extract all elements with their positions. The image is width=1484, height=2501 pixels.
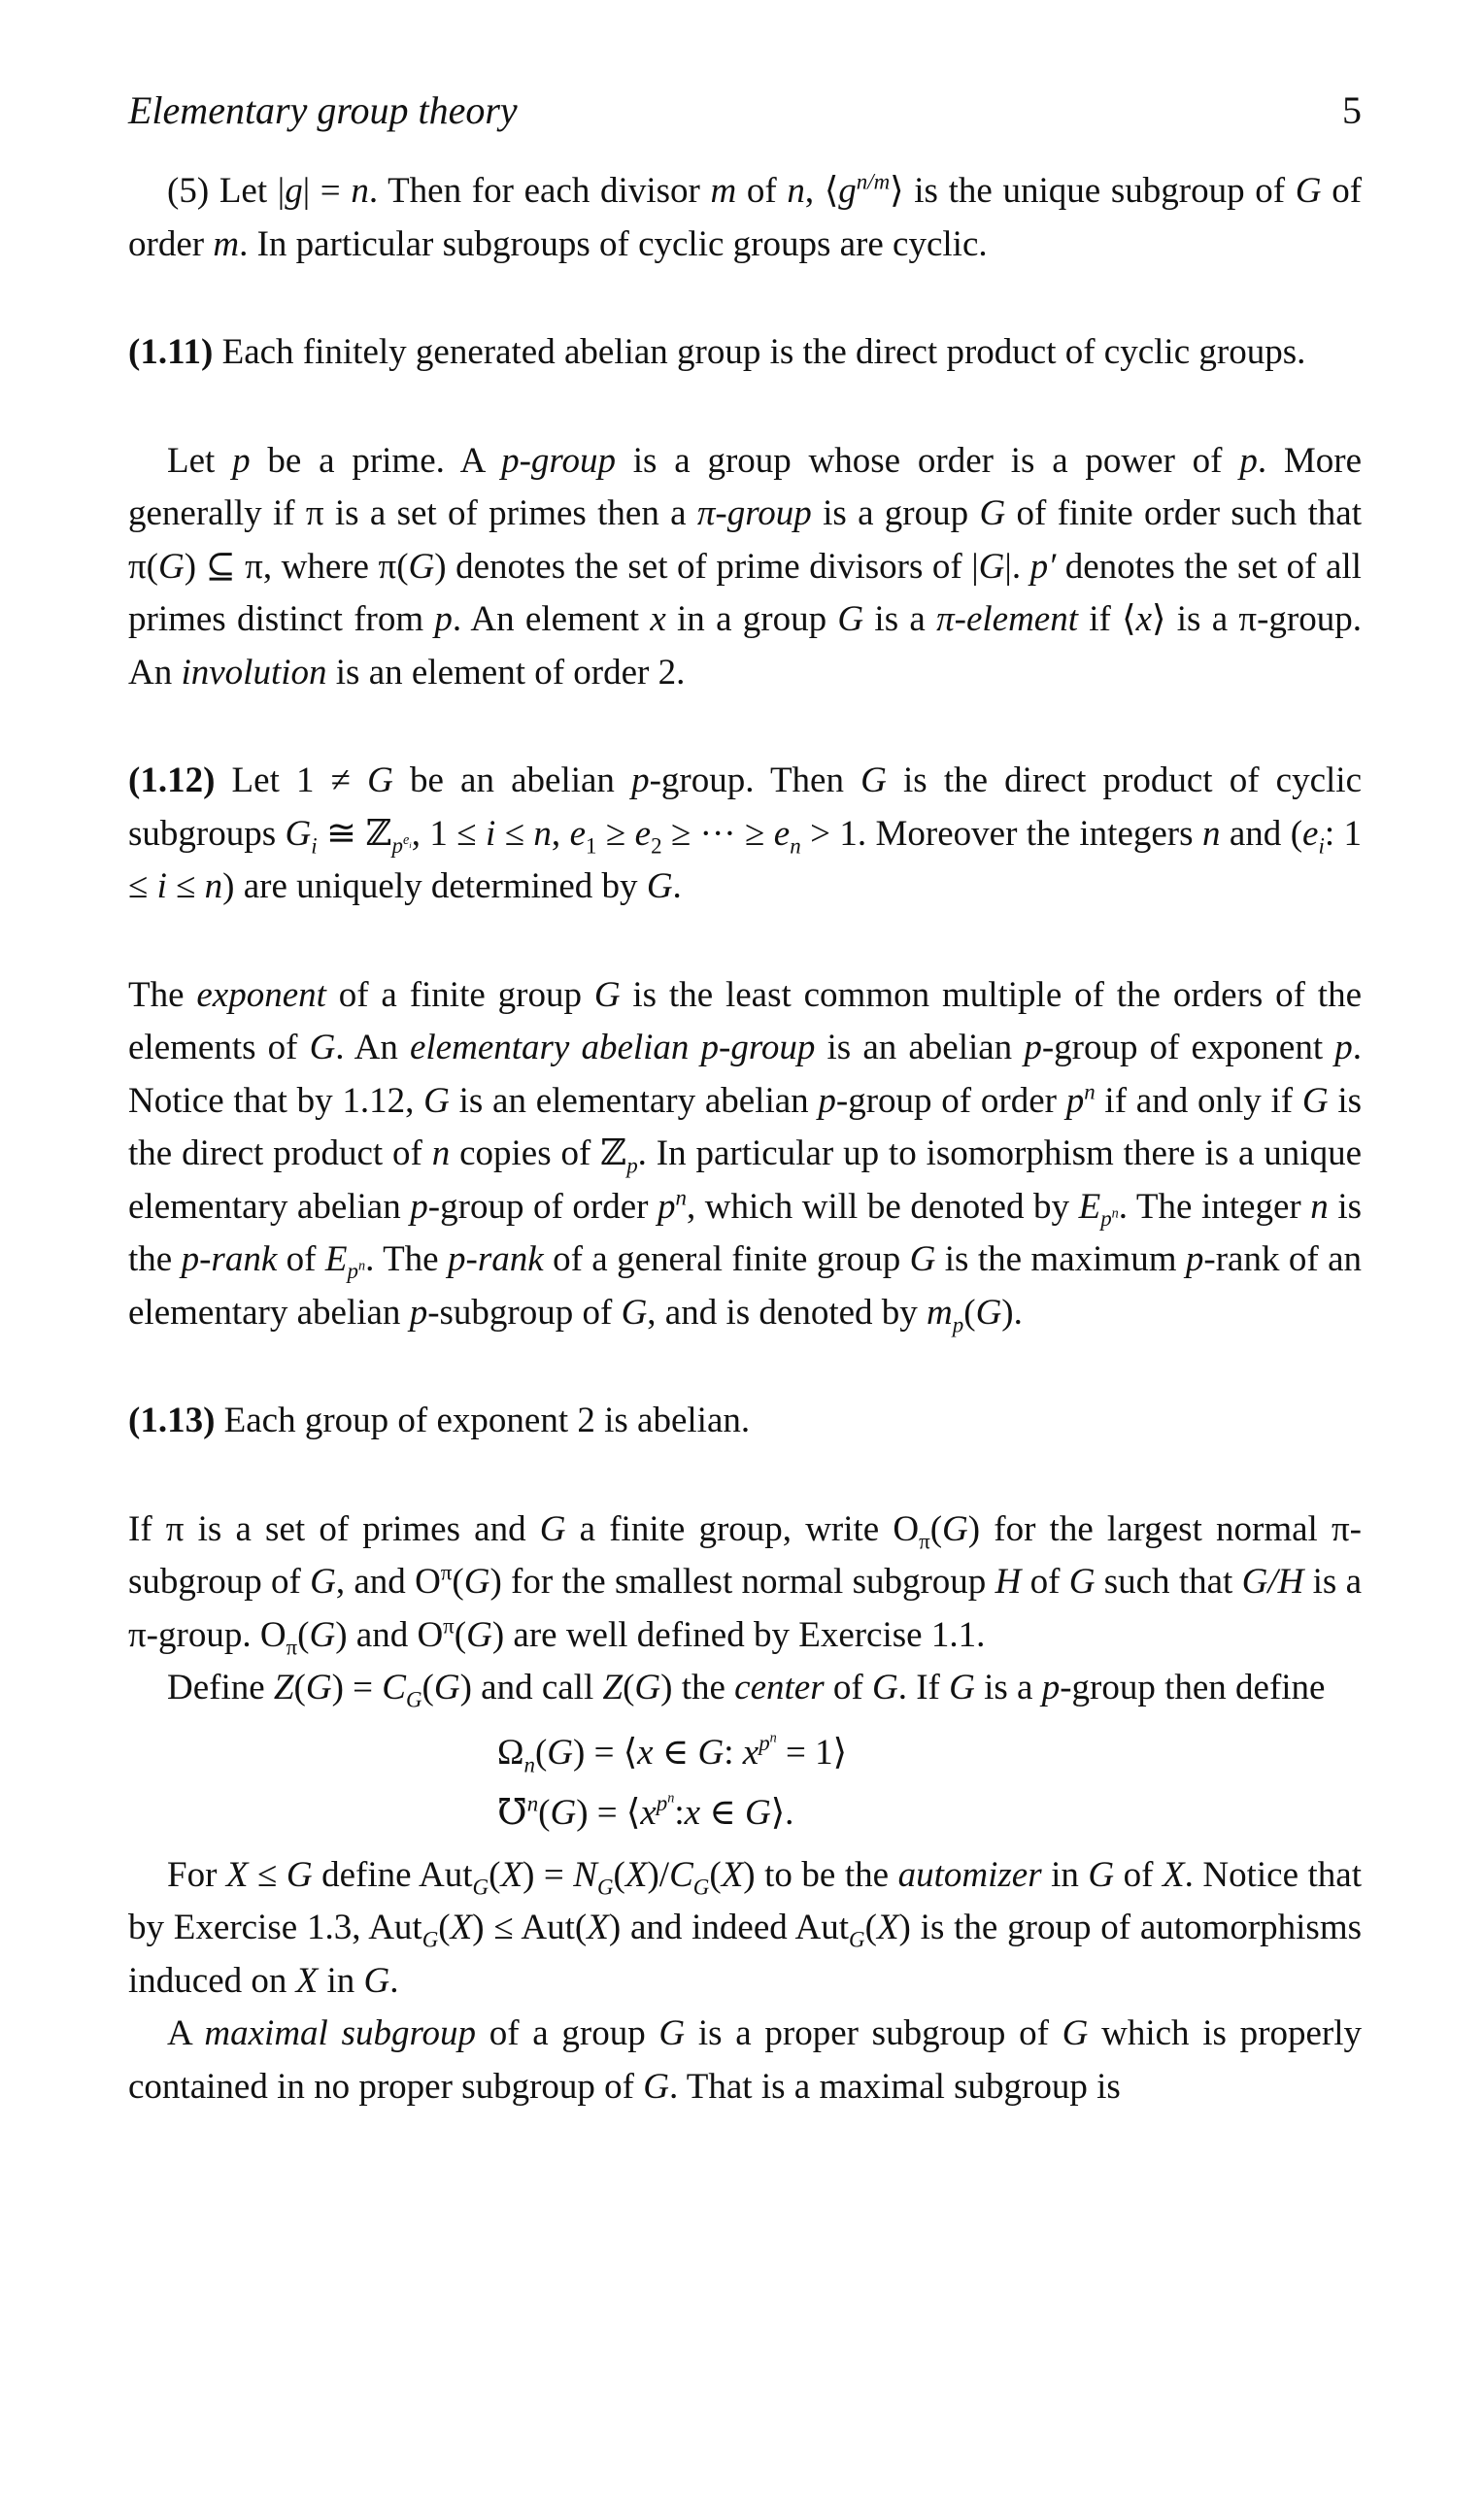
item-5-paragraph: (5) Let |g| = n. Then for each divisor m of n, $⟨g^{n/m}⟩$ is the unique subgroup of G of order m. In particular subgroups of cyclic groups are cyclic. bbox=[128, 169, 1363, 264]
theorem-1-13: (1.13) Each group of exponent 2 is abelian. bbox=[128, 1401, 751, 1440]
theorem-1-12: (1.12) Let 1 ≠ G be an abelian p-group. Then G is the direct product of cyclic subgroups $G_i$ ≅ ℤ$_{p^{e_i}}$, 1 ≤ i ≤ n, $e_1 \ge e_2$ ≥ ··· ≥ $e_n > 1$. Moreover the integers n and ($e_i$: 1 ≤ i ≤ n) are uniquely determined by G. bbox=[128, 760, 1363, 906]
exponent-definition-paragraph: The exponent of a finite group G is the least common multiple of the orders of the elements of G. An elementary abelian p-group is an abelian p-group of exponent p. Notice that by 1.12, G is an elementary abelian p-group of order $p^n$ if and only if G is the direct product of n copies of ℤ$_p$. In particular up to isomorphism there is a unique elementary abelian p-group of order $p^n$, which will be denoted by $E_{p^n}$. The integer n is the p-rank of $E_{p^n}$. The p-rank of a general finite group G is the maximum p-rank of an elementary abelian p-subgroup of G, and is denoted by $m_p(G)$. bbox=[128, 974, 1363, 1336]
p-group-definition-paragraph: Let p be a prime. A p-group is a group whose order is a power of p. More generally if π is a set of primes then a π-group is a group G of finite order such that π(G) ⊆ π, where π(G) denotes the set of prime divisors of |G|. p′ denotes the set of all primes distinct from p. An element x in a group G is a π-element if ⟨x⟩ is a π-group. An involution is an element of order 2. bbox=[128, 440, 1362, 693]
displayed-equations bbox=[128, 1723, 1362, 1843]
theorem-label: (1.11) bbox=[128, 332, 214, 372]
omega-equation: $\Omega_n(G)$ = ⟨x ∈ G: $x^{p^n}$ = 1⟩ bbox=[497, 1730, 848, 1776]
page bbox=[128, 87, 1362, 2113]
theorem-label: (1.12) bbox=[128, 760, 216, 800]
automizer-definition-paragraph: For X ≤ G define $Aut_G(X) = N_G(X)/C_G(X)$ to be the automizer in G of X. Notice that by Exercise 1.3, Aut$_G$(X) ≤ Aut(X) and indeed Aut$_G$(X) is the group of automorphisms induced on X in G. bbox=[128, 1854, 1363, 2001]
page-number: 5 bbox=[1342, 88, 1362, 132]
running-title: Elementary group theory bbox=[128, 88, 518, 132]
theorem-1-11: (1.11) Each finitely generated abelian group is the direct product of cyclic groups. bbox=[128, 332, 1306, 372]
maximal-subgroup-paragraph: A maximal subgroup of a group G is a proper subgroup of G which is properly contained in no proper subgroup of G. That is a maximal subgroup is bbox=[128, 2013, 1362, 2107]
center-definition-paragraph: Define $Z(G) = C_G(G)$ and call Z(G) the center of G. If G is a p-group then define bbox=[167, 1668, 1326, 1712]
o-pi-definition-paragraph: If π is a set of primes and G a finite group, write $O_\pi(G)$ for the largest normal π-subgroup of G, and $O^\pi(G)$ for the smallest normal subgroup H of G such that G/H is a π-group. $O_\pi(G)$ and $O^\pi(G)$ are well defined by Exercise 1.1. bbox=[128, 1508, 1363, 1659]
theorem-label: (1.13) bbox=[128, 1401, 216, 1440]
running-header bbox=[128, 87, 1362, 146]
mho-equation: ℧$^n$(G) = $⟨x^{p^n}:x$ ∈ G⟩. bbox=[497, 1790, 794, 1833]
